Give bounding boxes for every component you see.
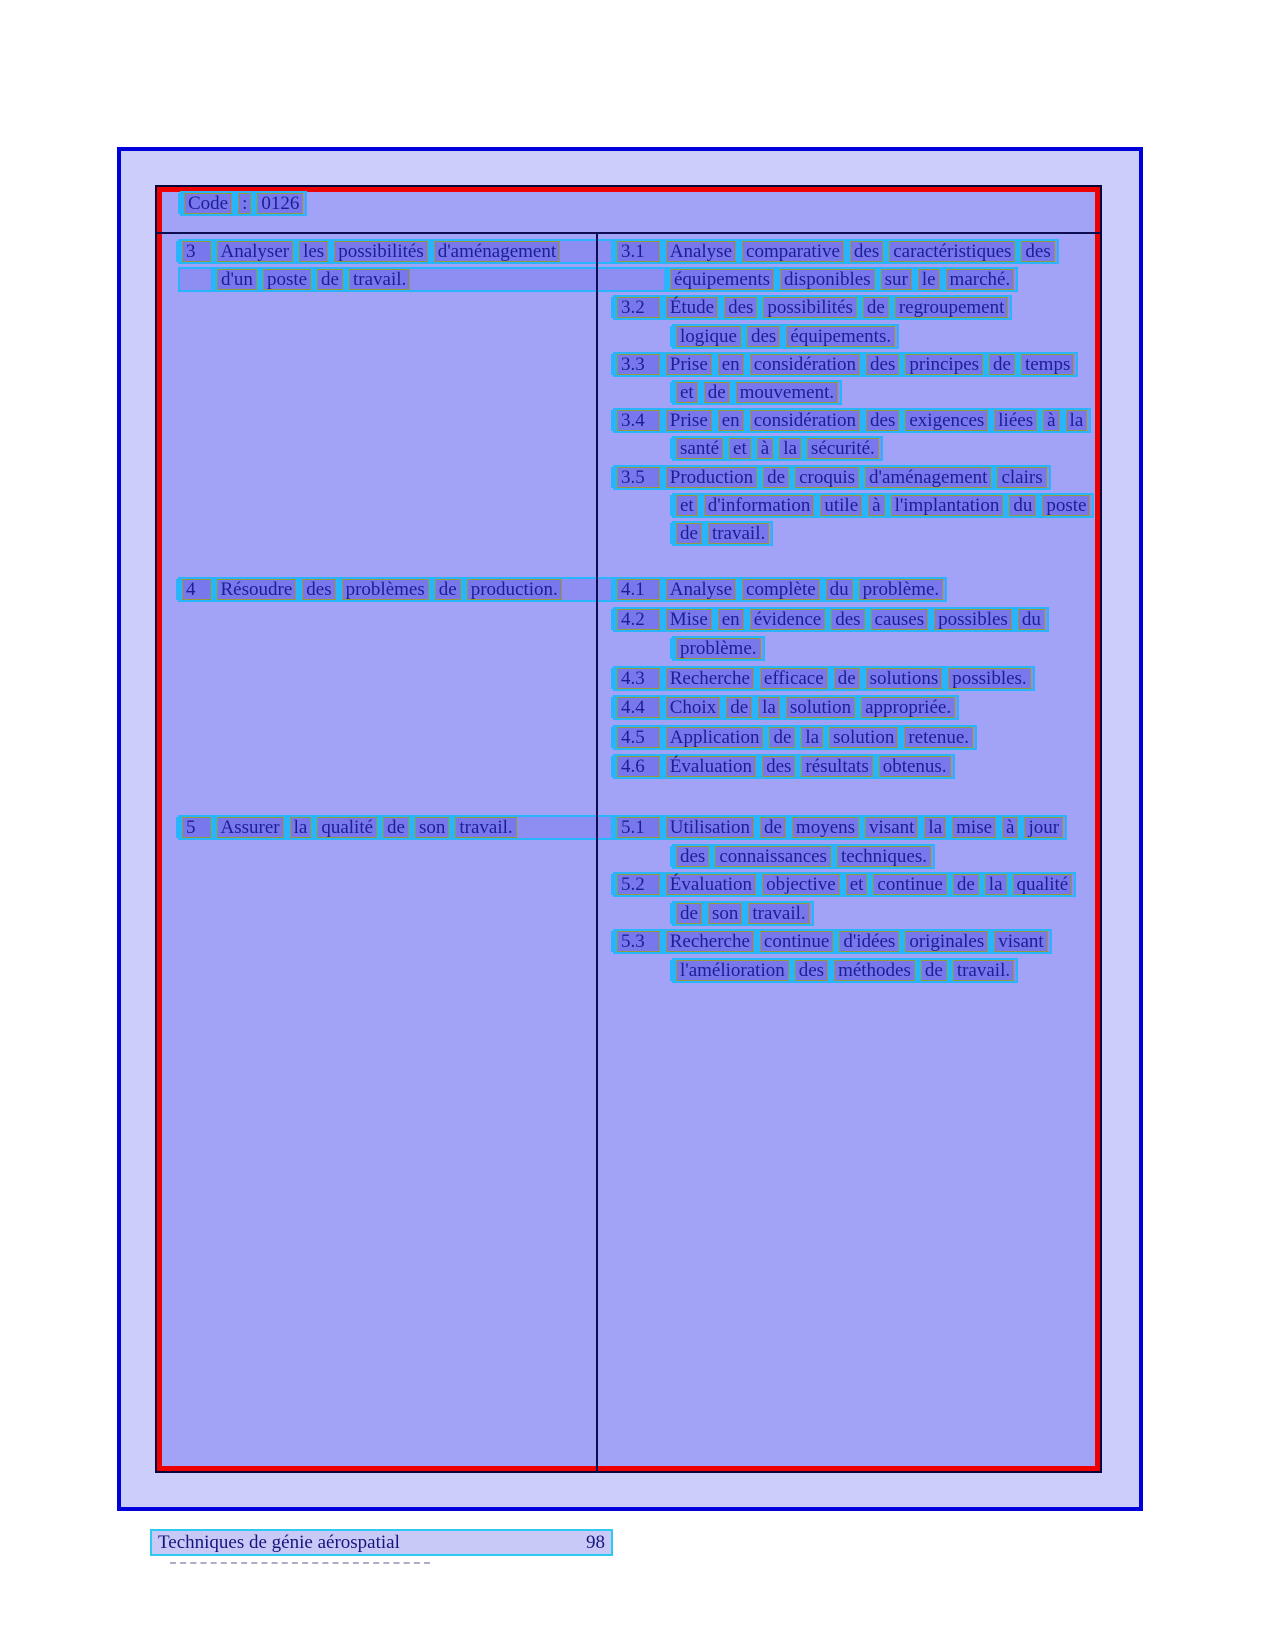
word-box: Étude [666,297,718,318]
right-column-line [617,579,943,600]
word-box: visant [994,931,1047,952]
word-box: Analyse [666,579,736,600]
word-box: Application [666,727,764,748]
word-box: possibilités [334,241,428,262]
text-line [178,815,1067,840]
text-line [178,577,947,602]
word-box: Production [666,467,757,488]
word-box: possibles. [948,668,1030,689]
text-line [613,408,1091,433]
word-box: possibilités [763,297,857,318]
word-box: à [868,495,884,516]
header-separator-line [157,232,1100,234]
word-box: de [953,874,979,895]
word-box: de [676,903,702,924]
word-box: problèmes [342,579,429,600]
word-box: son [415,817,449,838]
text-line [613,295,1012,320]
right-column-line [617,269,1014,290]
word-box: de [989,354,1015,375]
item-number: 4.2 [617,609,660,630]
word-box: travail. [349,269,410,290]
word-box: regroupement [895,297,1009,318]
item-number: 5 [182,817,211,838]
word-box: des [724,297,757,318]
item-number: 5.1 [617,817,660,838]
word-box: Analyse [666,241,736,262]
word-box: la [290,817,312,838]
text-line [613,725,977,750]
word-box: solution [829,727,898,748]
text-line [672,636,765,661]
item-number: 4.4 [617,697,660,718]
word-box: Assurer [217,817,284,838]
word-box: objective [762,874,840,895]
word-box: possibles [934,609,1012,630]
word-box: d'idées [839,931,899,952]
word-box: et [676,382,698,403]
word-box: causes [871,609,929,630]
word-box: liées [994,410,1037,431]
column-divider-line [596,233,598,1473]
item-number: 5.3 [617,931,660,952]
word-box: et [729,438,751,459]
word-box: considération [750,354,860,375]
word-box: connaissances [715,846,831,867]
word-box: des [850,241,883,262]
word-box: Prise [666,354,712,375]
code-label: Code [184,193,232,214]
word-box: la [985,874,1007,895]
text-line [613,666,1035,691]
word-box: de [676,523,702,544]
word-box: en [718,609,744,630]
right-column-line [617,241,1055,262]
word-box: des [302,579,335,600]
word-box: et [846,874,868,895]
word-box: de [726,697,752,718]
item-number: 3.4 [617,410,660,431]
word-box: qualité [317,817,377,838]
code-separator: : [238,193,251,214]
word-box: de [435,579,461,600]
text-line [613,872,1076,897]
word-box: à [757,438,773,459]
word-box: utile [820,495,862,516]
word-box: Évaluation [666,874,756,895]
word-box: logique [676,326,741,347]
word-box: son [708,903,742,924]
word-box: santé [676,438,723,459]
word-box: efficace [760,668,828,689]
word-box: visant [865,817,918,838]
word-box: des [831,609,864,630]
word-box: de [760,817,786,838]
word-box: des [762,756,795,777]
word-box: solutions [866,668,943,689]
item-number: 4.6 [617,756,660,777]
word-box: d'un [217,269,257,290]
footer-bar [150,1529,613,1556]
word-box: continue [760,931,833,952]
word-box: et [676,495,698,516]
item-number: 3.5 [617,467,660,488]
word-box: de [863,297,889,318]
word-box: obtenus. [879,756,951,777]
word-box: temps [1021,354,1074,375]
word-box: la [758,697,780,718]
word-box: la [779,438,801,459]
word-box: complète [742,579,820,600]
word-box: des [866,354,899,375]
text-line [672,380,842,405]
word-box: de [763,467,789,488]
word-box: du [1009,495,1036,516]
word-box: de [704,382,730,403]
word-box: caractéristiques [889,241,1015,262]
word-box: les [299,241,328,262]
text-line [178,239,1059,264]
word-box: sécurité. [807,438,879,459]
text-line [613,929,1052,954]
word-box: de [921,960,947,981]
word-box: à [1002,817,1018,838]
word-box: comparative [742,241,844,262]
text-line [672,436,883,461]
word-box: Prise [666,410,712,431]
word-box: des [1021,241,1054,262]
word-box: considération [750,410,860,431]
word-box: originales [905,931,988,952]
item-number: 4 [182,579,211,600]
word-box: qualité [1013,874,1073,895]
word-box: exigences [905,410,988,431]
word-box: jour [1024,817,1063,838]
word-box: du [826,579,853,600]
indent-spacer [617,279,664,280]
right-column-line [617,817,1063,838]
word-box: d'aménagement [865,467,991,488]
word-box: travail. [708,523,769,544]
word-box: équipements [670,269,774,290]
word-box: mise [952,817,996,838]
word-box: de [317,269,343,290]
word-box: Résoudre [217,579,297,600]
text-line [672,958,1018,983]
word-box: Évaluation [666,756,756,777]
text-line [672,844,935,869]
word-box: principes [905,354,983,375]
word-box: la [924,817,946,838]
word-box: appropriée. [861,697,955,718]
code-row [180,191,307,216]
footer-page-number: 98 [586,1531,605,1553]
text-line [613,754,955,779]
word-box: en [718,410,744,431]
word-box: Recherche [666,931,754,952]
word-box: travail. [953,960,1014,981]
word-box: production. [467,579,562,600]
word-box: de [383,817,409,838]
word-box: retenue. [904,727,973,748]
word-box: en [718,354,744,375]
word-box: évidence [750,609,826,630]
word-box: marché. [946,269,1015,290]
text-line [672,324,899,349]
code-value: 0126 [257,193,303,214]
word-box: des [795,960,828,981]
word-box: équipements. [786,326,895,347]
footer-program-title: Techniques de génie aérospatial [158,1531,400,1553]
item-number: 5.2 [617,874,660,895]
word-box: moyens [792,817,859,838]
text-line [613,352,1078,377]
footer-underline-artifact [170,1562,430,1564]
word-box: Choix [666,697,720,718]
word-box: croquis [795,467,859,488]
word-box: des [747,326,780,347]
word-box: d'information [704,495,815,516]
text-line [178,267,1018,292]
word-box: techniques. [837,846,931,867]
word-box: la [801,727,823,748]
word-box: Analyser [217,241,294,262]
word-box: solution [786,697,855,718]
item-number: 3.3 [617,354,660,375]
text-line [672,521,773,546]
word-box: méthodes [834,960,915,981]
word-box: des [866,410,899,431]
word-box: Mise [666,609,712,630]
word-box: mouvement. [736,382,838,403]
word-box: du [1018,609,1045,630]
word-box: Recherche [666,668,754,689]
item-number: 3.2 [617,297,660,318]
word-box: continue [873,874,946,895]
item-number: 3.1 [617,241,660,262]
word-box: poste [263,269,311,290]
item-number: 4.3 [617,668,660,689]
word-box: le [918,269,940,290]
word-box: travail. [455,817,516,838]
word-box: de [834,668,860,689]
word-box: travail. [748,903,809,924]
text-line [613,607,1049,632]
item-number: 4.1 [617,579,660,600]
word-box: de [769,727,795,748]
word-box: Utilisation [666,817,754,838]
word-box: problème. [676,638,761,659]
word-box: résultats [801,756,872,777]
word-box: d'aménagement [434,241,560,262]
item-number: 4.5 [617,727,660,748]
word-box: à [1043,410,1059,431]
word-box: problème. [859,579,944,600]
text-line [672,493,1094,518]
word-box: clairs [997,467,1046,488]
word-box: des [676,846,709,867]
word-box: la [1066,410,1088,431]
text-line [613,695,959,720]
word-box: disponibles [780,269,875,290]
word-box: sur [881,269,912,290]
text-line [613,465,1051,490]
word-box: l'implantation [891,495,1004,516]
text-line [672,901,814,926]
item-number: 3 [182,241,211,262]
word-box: poste [1042,495,1090,516]
word-box: l'amélioration [676,960,789,981]
